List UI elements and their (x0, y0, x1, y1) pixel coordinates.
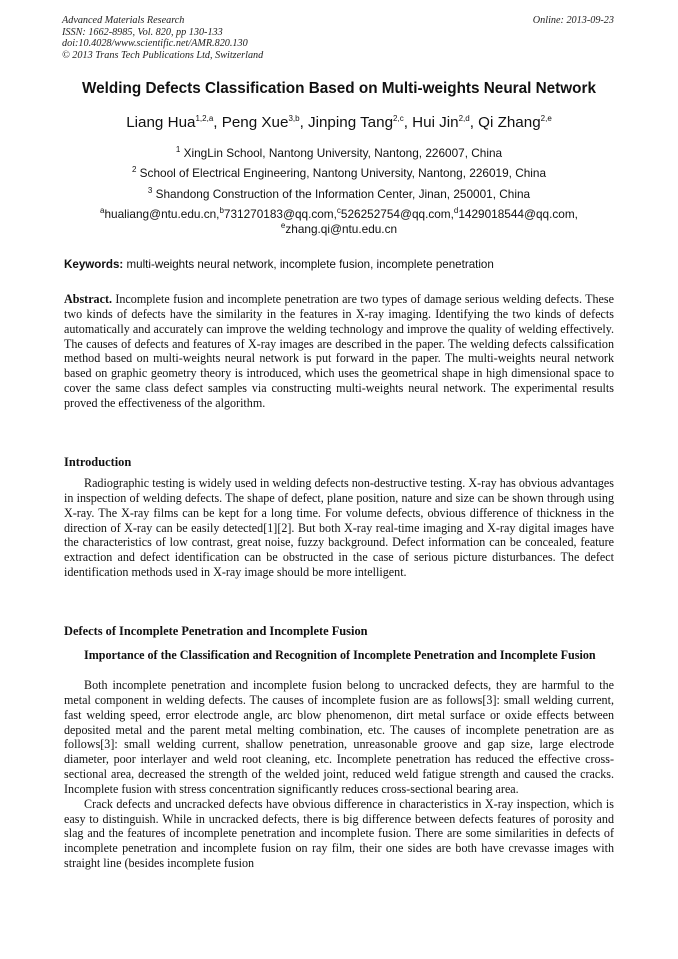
copyright-line: © 2013 Trans Tech Publications Ltd, Switzerland (62, 49, 264, 61)
abstract-label: Abstract. (64, 292, 113, 306)
author-affil-sup: 2,c (393, 113, 404, 123)
author-name: Jinping Tang (308, 114, 394, 131)
subsection-heading: Importance of the Classification and Recognition of Incomplete Penetration and Incomplete Fusion (84, 648, 596, 662)
paper-title: Welding Defects Classification Based on Multi-weights Neural Network (82, 80, 596, 97)
keywords (64, 258, 624, 271)
author-separator: , (403, 114, 413, 131)
author-list (30, 114, 648, 131)
email-link[interactable]: zhang.qi@ntu.edu.cn (285, 221, 398, 236)
author-affil-sup: 1,2,a (195, 113, 214, 123)
email-link[interactable]: 1429018544@qq.com, (458, 207, 578, 221)
journal-name: Advanced Materials Research (62, 15, 185, 26)
introduction-heading: Introduction (64, 455, 132, 469)
abstract-text: Incomplete fusion and incomplete penetration are two types of damage serious welding defects. These two kinds of defects have the similarity in the features in X-ray imaging. Identifying the two kinds of defects automatically and accurately can improve the welding technology and improve the quality of welding effectively. The causes of defects and features of X-ray images are described in the paper. The welding defects calssification method based on multi-weights neural network is put forward in the paper. The multi-weights neural network based on graphic geometry theory is introduced, which uses the geometrical shape in high dimensional space to cover the same class defect samples via constructing multi-weights neural network. The experimental results proved the effectiveness of the algorithm. (64, 292, 614, 410)
author-name: Hui Jin (412, 114, 459, 131)
keywords-text: multi-weights neural network, incomplete fusion, incomplete penetration (123, 258, 494, 271)
email-link[interactable]: hualiang@ntu.edu.cn, (104, 207, 220, 221)
abstract (64, 292, 614, 411)
author-separator: , (469, 114, 479, 131)
introduction-body (64, 476, 614, 580)
author-separator: , (299, 114, 309, 131)
author-name: Liang Hua (126, 114, 196, 131)
affiliation-2: $^2$ School of Electrical Engineering, Nantong University, Nantong, 226019, China (131, 165, 547, 180)
journal-header (62, 15, 263, 61)
author-name: Qi Zhang (478, 114, 541, 131)
email-link[interactable]: 526252754@qq.com, (340, 207, 454, 221)
author-affil-sup: 2,d (458, 113, 470, 123)
author-separator: , (213, 114, 222, 131)
affiliation-1: $^1$ XingLin School, Nantong University, Nantong, 226007, China (175, 145, 503, 160)
affiliation-3: $^3$ Shandong Construction of the Information Center, Jinan, 250001, China (147, 186, 531, 201)
doi-line[interactable]: doi:10.4028/www.scientific.net/AMR.820.130 (62, 38, 248, 49)
defects-paragraph-2: Crack defects and uncracked defects have obvious difference in characteristics in X-ray inspection, which is easy to distinguish. While in uncracked defects, there is big difference between defects features of porosity and slag and the features of incomplete penetration and incomplete fusion. There are some similarities in defects of incomplete penetration and incomplete fusion on ray film, their one sides are both have crevasse images with straight line (besides incomplete fusion (64, 796, 614, 871)
defects-body (64, 678, 614, 871)
author-affil-sup: 3,b (288, 113, 300, 123)
issn-line: ISSN: 1662-8985, Vol. 820, pp 130-133 (62, 26, 223, 38)
section-heading: Defects of Incomplete Penetration and Incomplete Fusion (64, 624, 368, 638)
defects-paragraph-1: Both incomplete penetration and incomplete fusion belong to uncracked defects, they are harmful to the metal component in welding defects. The causes of incomplete fusion are as follows[3]: small welding current, fast welding speed, error electrode angle, arc blow phenomenon, dirt metal surface or oxide effects between deposited metal and the parent metal melting combination, etc. The causes of incomplete penetration are as follows[3]: small welding current, shallow penetration, unreasonable groove and gap size, large electrode diameter, poor interlayer and weld root cleaning, etc. Incomplete penetration has reduced the effective cross-sectional area, decreased the strength of the welded joint, reduced weld fatigue strength and caused the cracks. Incomplete fusion with stress concentration significantly reduces cross-sectional bearing area. (64, 678, 614, 796)
introduction-paragraph: Radiographic testing is widely used in welding defects non-destructive testing. X-ray has obvious advantages in inspection of welding defects. The shape of defect, plane position, nature and size can be shown through using X-ray. The X-ray films can be kept for a long time. For volume defects, obvious difference of thickness in the direction of X-ray can be easily detected[1][2]. But both X-ray real-time imaging and X-ray digital images have the characteristics of low contrast, great noise, fuzzy background. Defect information can be concealed, feature extraction and defect identification can be obstructed in the case of serious picture disturbances. The defect identification methods used in X-ray image should be more intelligent. (64, 476, 614, 580)
author-name: Peng Xue (221, 114, 289, 131)
author-emails: $^a$hualiang@ntu.edu.cn,$^b$731270183@qq.com,$^c$526252754@qq.com,$^d$1429018544@qq.com, $^e$zhang.qi@ntu.edu.cn (100, 206, 578, 236)
keywords-label: Keywords: (64, 258, 124, 271)
email-link[interactable]: 731270183@qq.com, (223, 207, 337, 221)
author-affil-sup: 2,e (540, 113, 552, 123)
online-date: Online: 2013-09-23 (532, 15, 614, 26)
